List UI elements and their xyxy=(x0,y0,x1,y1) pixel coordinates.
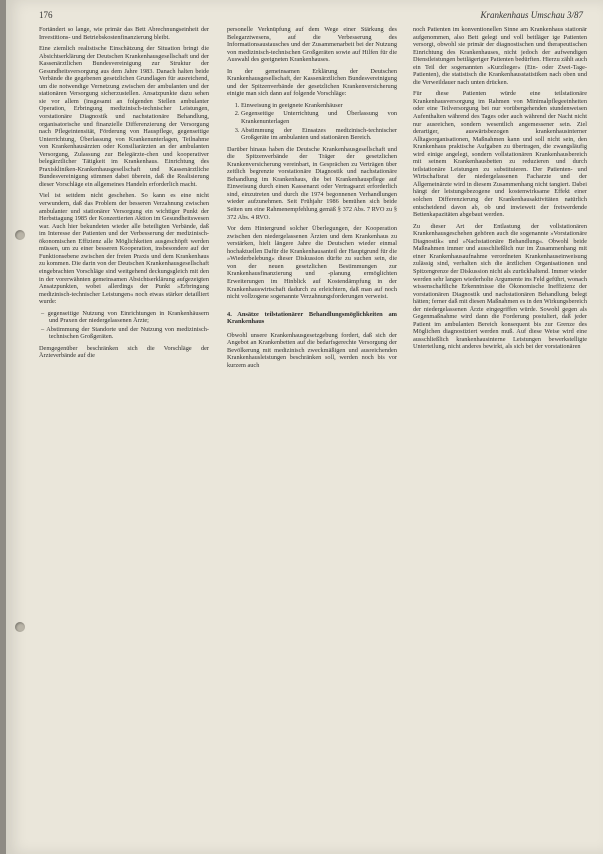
paragraph: Demgegenüber beschränken sich die Vorschläge der Ärzteverbände auf die xyxy=(39,344,209,360)
paragraph: Viel ist seitdem nicht geschehen. So kann es eine nicht verwundern, daß das Problem der besseren Verzahnung zwischen ambulanter und stationärer Versorgung ein wichtiger Punkt der Herbsttagung 1985 der Konzertierten Aktion im Gesundheitswesen war. Auch hier bekundeten wieder alle beteiligten Verbände, daß im Interesse der Patienten und der Verbesserung der medizinisch-ökonomischen Effizienz alle Möglichkeiten ausgeschöpft werden müssen, um zu einer besseren Kooperation, insbesondere auf der Funktionsebene zwischen der freien Praxis und dem Krankenhaus zu kommen. Die darin von der Deutschen Krankenhausgesellschaft eingebrachten Vorschläge sind weitgehend deckungsgleich mit den in der vorerwähnten gemeinsamen Absichtserklärung aufgezeigten Ansatzpunkten, wobei allerdings der Punkt »Erbringung medizinisch-technischer Leistungen« noch etwas stärker detailliert wurde: xyxy=(39,192,209,306)
paragraph: Für diese Patienten würde eine teilstationäre Krankenhausversorgung im Rahmen von Minimalpflegeeinheiten oder eine Teilversorgung bei nur vorübergehenden stundenweisen Aufenthalten während des Tages oder auch während der Nacht nicht nur ausreichen, sondern wesentlich angemessener sein. Ziel derartiger, auswärtsbezogen krankenhausinterner Alltagsorganisationen, Maßnahmen kann und soll nicht sein, den Krankenhaus praktische Aufgaben zu übertragen, die zwangsläufig wird einige angelegt, sondern vollstationären Krankenhausbereich mit seinem Krankenhausbetten zu reduzieren und durch teilstationäre Leistungen zu substituieren. Der Patienten- und Wirtschaftsrat der niedergelassenen Facharzte und der Allgemeinärzte wird in diesem Zusammenhang nicht tangiert. Dabei hängt der leistungsbezogene und kostenwirksame Effekt einer solchen Differenzierung der Krankenhausaktivitäten natürlich entscheidend davon ab, ob und inwieweit der freiwerdende Bettenkapazitäten abgebaut werden. xyxy=(413,90,587,219)
list-item: 3. Abstimmung der Einsatzes medizinisch-technischer Großgeräte im ambulanten und stationären Bereich. xyxy=(241,127,397,142)
running-head: Krankenhaus Umschau 3/87 xyxy=(480,10,583,20)
paragraph: Fortändert so lange, wie primär das Bett Abrechnungseinheit der Investitions- und Betriebskostenfinanzierung bleibt. xyxy=(39,26,209,41)
bullet-list xyxy=(39,310,209,341)
paragraph: Vor dem Hintergrund solcher Überlegungen, der Kooperation zwischen den niedergelassenen Ärzten und dem Krankenhaus zu verstärken, hielt längere Jahre die Deutschen wieder einmal hochaktuellen Dafür die Krankenhausanteil der Hauptgrund für die »Wiederbelebung« dieser Diskussion dürfte zu suchen sein, die von der neuen gesetzlichen Bestimmungen zur Krankenhausfinanzierung und -planung ermöglichten Erweiterungen im Hinblick auf Kostendämpfung in der Krankenhauswirtschaft dadurch zu erleichtern, daß man auf noch nicht vollzogene sogenannte Verzahnungsforderungen verweist. xyxy=(227,225,397,301)
paragraph: personelle Verknüpfung auf dem Wege einer Stärkung des Belegarztwesens, auf die Verbesserung des Informationsaustausches und der Zusammenarbeit bei der Nutzung von medizinisch-technischen Großgeräten sowie auf Hilfen für die Auswahl des geeigneten Krankenhauses. xyxy=(227,26,397,64)
text-column-3 xyxy=(413,26,587,355)
text-column-2 xyxy=(227,26,397,374)
paragraph: noch Patienten im konventionellen Sinne am Krankenhaus stationär aufgenommen, also Bett gelegt und voll beitläger ige Patienten versorgt, obwohl sie primär der diagnostischen und therapeutischen Einrichtung des Krankenhauses, nicht jedoch der aufwendigen Dienstleistungen bettlägeriger Patienten bedürften. Hierzu zählt auch ein Teil der sogenannten »Kurzlieger« (Ein- oder Zwei-Tage-Patienten), die statistisch die Krankenhausstatistiken nach oben und die Verweildauer nach unten drücken. xyxy=(413,26,587,86)
document-page xyxy=(6,0,603,854)
list-item: – gegenseitige Nutzung von Einrichtungen in Krankenhäusern und Praxen der niedergelassenen Ärzte; xyxy=(49,310,209,325)
page-header xyxy=(39,10,583,24)
numbered-list xyxy=(227,102,397,142)
text-column-1 xyxy=(39,26,209,364)
paragraph: In der gemeinsamen Erklärung der Deutschen Krankenhausgesellschaft, der Kassenärztlichen Bundesvereinigung und der Spitzenverbände der gesetzlichen Krankenversicherung einigte man sich dann auf folgende Vorschläge: xyxy=(227,67,397,98)
paragraph: Zu dieser Art der Entlastung der vollstationären Krankenhausgeschehen gehören auch die sogenannte »Vorstationäre Diagnostik« und »Nachstationäre Behandlung«. Obwohl beide Maßnahmen immer und ausschließlich nur im Zusammenhang mit einer Krankenhausaufnahme verordneten Krankenhauseinweisung zulässig sind, verhalten sich die ärztlichen Organisationen und Spitzengrenze der Diskussion nicht als zurückhaltend. Immer wieder werden sehr langen wiederholte Argumente ins Feld geführt, wonach wissenschaftliche Erkenntnisse die Ökonomische Ineffizienz der vorstationären Diagnostik und nachstationären Behandlung belegt hätten; ferner daß mit diesen Maßnahmen es in den Wirkungsbereich der niedergelassenen Ärzte eingegriffen würde. Sowohl gegen als Gegenmaßnahme wird dann die Forderung postuliert, daß jeder Patient im ambulanten Bereich konsequent bis zur Grenze des Möglichen diagnostiziert werden muß. Auf diese Weise wird eine ausschließlich krankenhausinterne Leistungen bewerkstelligte Unterteilung, nicht anderes bewirkt, als sich bei der vorstationären xyxy=(413,222,587,351)
punch-hole xyxy=(15,622,25,632)
punch-hole xyxy=(15,230,25,240)
paragraph: Darüber hinaus haben die Deutsche Krankenhausgesellschaft und die Spitzenverbände der Träger der gesetzlichen Krankenversicherung vereinbart, in Gesprächen zu Verträgen über zeitlich begrenzte vorstationäre Diagnostik und nachstationäre Behandlung im Krankenhaus, die bei Krankenhauspflege auf Einweisung durch einen Kassenarzt oder Vertragsarzt erforderlich sind, einzutreten und durch die 1974 begonnenen Verhandlungen wieder aufzunehmen. Seit Frühjahr 1986 bemühen sich beide Seiten um eine Rahmenempfehlung gemäß § 372 Abs. 7 RVO zu § 372 Abs. 4 RVO. xyxy=(227,145,397,221)
paragraph: Eine ziemlich realistische Einschätzung der Situation bringt die Absichtserklärung der Deutschen Krankenhausgesellschaft und der Kassenärztlichen Bundesvereinigung zur Struktur der Gesundheitsversorgung aus dem Jahre 1983. Danach halten beide Verbände die gegebenen gesetzlichen Grundlagen für ausreichend, um die notwendige Vernetzung zwischen der ambulanten und der stationären Versorgung sicherzustellen. Ansatzpunkte dazu sehen sie vor allem (insgesamt an folgenden Stellen ambulanter Operation, Erbringung medizinisch-technischer Leistungen, vorstationäre Diagnostik und nachstationäre Behandlung, organisatorische und finanzielle Differenzierung der Versorgung nach Pflegeintensität, Förderung von Hauspflege, gegenseitige Unterrichtung, Überlassung von Krankenunterlagen, Teilnahme von Krankenhausärzten oder Konsiliarärzten an der ambulanten Versorgung, Zulassung zur Belegärzte-chen und kooperativer belegärztlicher Tätigkeit im Krankenhaus. Einrichtung des Praxiskliniken-Krankenhausgesellschaft und Kassenärztliche Bundesvereinigung stimmen dabei überein, daß die Realisierung dieser Vorschläge ein allgemeines Handeln erforderlich macht. xyxy=(39,45,209,188)
section-heading: 4. Ansätze teilstationärer Behandlungsmöglichkeiten am Krankenhaus xyxy=(227,310,397,326)
list-item: 2. Gegenseitige Unterrichtung und Überlassung von Krankenunterlagen xyxy=(241,110,397,125)
list-item: 1. Einweisung in geeignete Krankenhäuser xyxy=(241,102,397,110)
list-item: – Abstimmung der Standorte und der Nutzung von medizinisch-technischen Großgeräten. xyxy=(49,326,209,341)
page-number: 176 xyxy=(39,10,53,20)
paragraph: Obwohl unsere Krankenhausgesetzgebung fordert, daß sich der Angebot an Krankenbetten auf die bedarfsgerechte Versorgung der Bevölkerung mit medizinisch zweckmäßigen und ausreichenden Krankenhausleistungen beschränken soll, werden noch bis vor kurzem auch xyxy=(227,331,397,369)
